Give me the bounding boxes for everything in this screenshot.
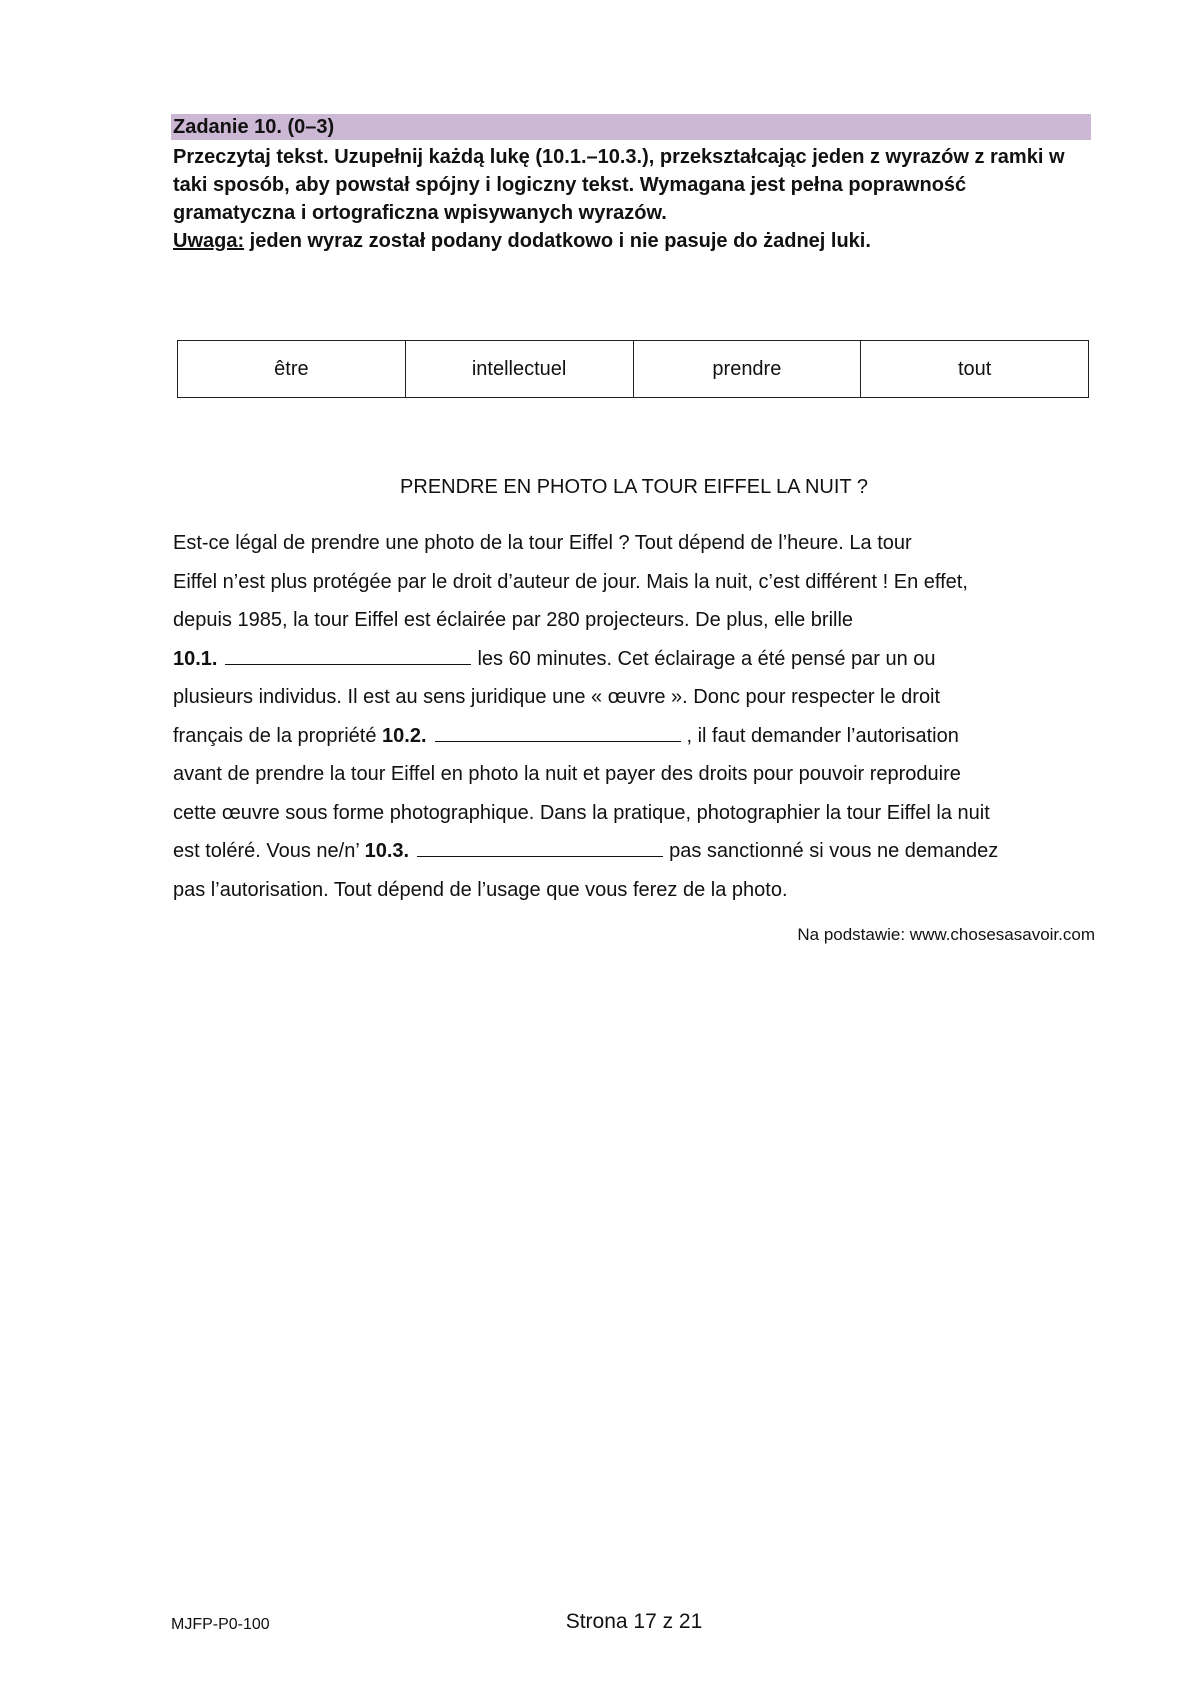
gap-blank-10-2[interactable]: [435, 723, 681, 742]
word-box: [177, 340, 1089, 398]
passage-fragment: , il faut demander l’autorisation: [686, 724, 959, 747]
word-box-item: tout: [861, 341, 1089, 398]
footer-page-number: Strona 17 z 21: [565, 1610, 703, 1633]
passage-line: Eiffel n’est plus protégée par le droit d’auteur de jour. Mais la nuit, c’est différent ! En effet,: [173, 570, 968, 593]
footer-code: MJFP-P0-100: [171, 1616, 270, 1633]
word-box-item: être: [178, 341, 406, 398]
word-box-item: intellectuel: [405, 341, 633, 398]
passage-line-gap-2: [173, 717, 1108, 756]
note-label: Uwaga:: [173, 230, 245, 252]
word-box-item: prendre: [633, 341, 861, 398]
text-passage: [173, 524, 1108, 909]
gap-label-10-1: 10.1.: [173, 647, 218, 670]
task-header: Zadanie 10. (0–3): [171, 114, 1091, 140]
gap-blank-10-1[interactable]: [225, 646, 471, 665]
passage-line-gap-1: [173, 640, 1108, 679]
gap-blank-10-3[interactable]: [417, 838, 663, 857]
task-instructions: [173, 143, 1093, 255]
passage-line: cette œuvre sous forme photographique. Dans la pratique, photographier la tour Eiffel la nuit: [173, 801, 990, 824]
passage-line: plusieurs individus. Il est au sens juridique une « œuvre ». Donc pour respecter le droit: [173, 686, 941, 708]
passage-fragment: est toléré. Vous ne/n’: [173, 840, 365, 862]
passage-fragment: les 60 minutes. Cet éclairage a été pensé par un ou: [477, 647, 936, 670]
passage-line: avant de prendre la tour Eiffel en photo la nuit et payer des droits pour pouvoir reproduire: [173, 763, 961, 785]
passage-line: depuis 1985, la tour Eiffel est éclairée par 280 projecteurs. De plus, elle brille: [173, 609, 854, 631]
note-text: jeden wyraz został podany dodatkowo i nie pasuje do żadnej luki.: [244, 230, 871, 252]
passage-line-gap-3: [173, 832, 1108, 871]
passage-fragment: pas sanctionné si vous ne demandez: [669, 840, 999, 862]
source-citation: Na podstawie: www.chosesasavoir.com: [797, 925, 1095, 944]
passage-line: pas l’autorisation. Tout dépend de l’usage que vous ferez de la photo.: [173, 878, 788, 901]
passage-fragment: français de la propriété: [173, 724, 383, 747]
instructions-text: Przeczytaj tekst. Uzupełnij każdą lukę (10.1.–10.3.), przekształcając jeden z wyrazów z ramki w taki sposób, aby powstał spójny i logiczny tekst. Wymagana jest pełna poprawność gramatyczna i ortograficzna wpisywanych wyrazów.: [173, 146, 1065, 224]
gap-label-10-2: 10.2.: [382, 724, 427, 747]
text-title: PRENDRE EN PHOTO LA TOUR EIFFEL LA NUIT ?: [400, 476, 868, 498]
passage-line: Est-ce légal de prendre une photo de la tour Eiffel ? Tout dépend de l’heure. La tour: [173, 532, 912, 554]
instructions-note: [173, 227, 1093, 255]
gap-label-10-3: 10.3.: [364, 840, 410, 862]
